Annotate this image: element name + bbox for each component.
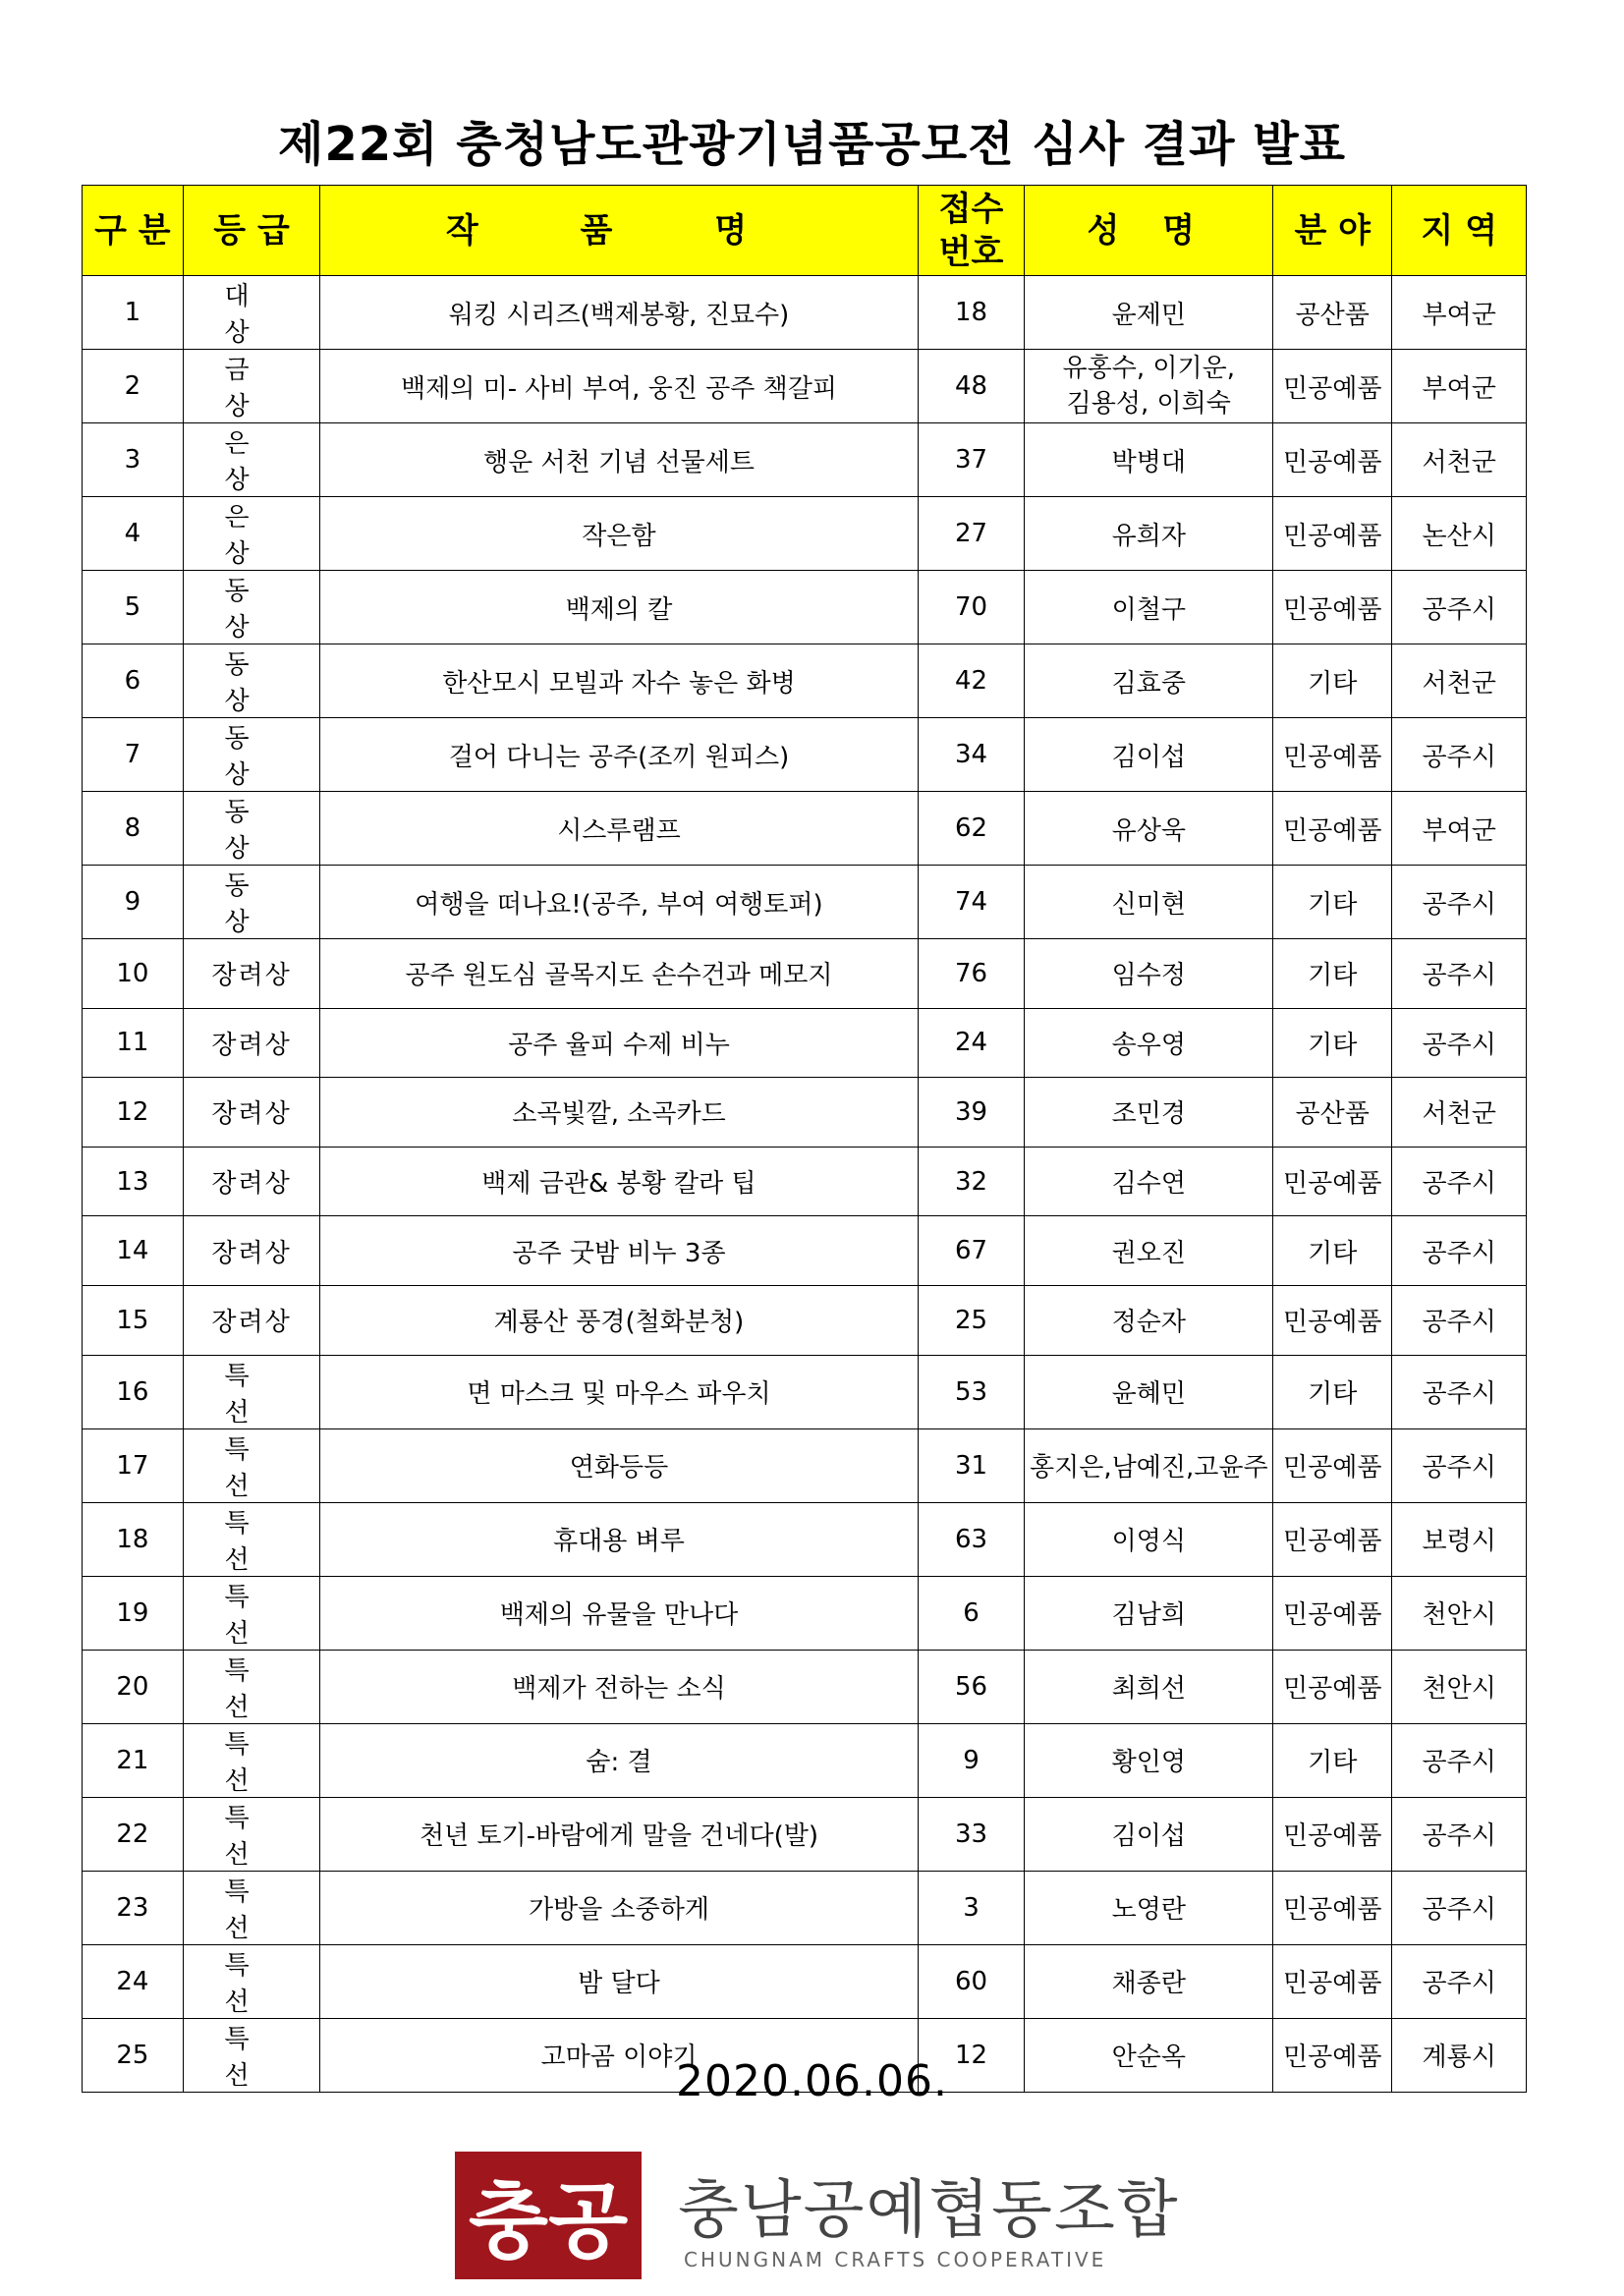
row-work-title: 작은함 [320,497,918,571]
person-name: 김용성, 이희숙 [1066,389,1231,419]
row-number: 8 [83,792,184,866]
row-work-title: 연화등등 [320,1428,918,1502]
header-receipt [918,186,1025,276]
table-row [83,1147,1527,1216]
row-field: 민공예품 [1273,1285,1392,1355]
grade-label: 장려상 [211,1099,292,1130]
row-receipt-number: 53 [918,1355,1025,1428]
grade-label: 장려상 [211,961,292,991]
logo-mark: 충공 [468,2173,629,2269]
grade-label: 장려상 [211,1169,292,1200]
organization-logo [455,2152,642,2279]
grade-label: 대 상 [224,282,279,348]
row-field: 기타 [1273,866,1392,939]
row-field: 민공예품 [1273,2018,1392,2092]
row-field: 기타 [1273,1723,1392,1797]
row-field: 민공예품 [1273,1797,1392,1871]
grade-label: 장려상 [211,1238,292,1268]
row-number: 20 [83,1650,184,1723]
row-field: 공산품 [1273,276,1392,350]
row-work-title: 소곡빛깔, 소곡카드 [320,1078,918,1148]
table-row [83,939,1527,1009]
row-receipt-number: 32 [918,1147,1025,1216]
table-row [83,1216,1527,1286]
row-grade [183,1147,320,1216]
table-row [83,1797,1527,1871]
row-field: 민공예품 [1273,571,1392,644]
row-number: 19 [83,1576,184,1650]
row-region: 공주시 [1392,1723,1527,1797]
grade-label: 특 선 [224,2024,279,2091]
table-row [83,866,1527,939]
row-grade [183,1502,320,1576]
row-work-title: 시스루램프 [320,792,918,866]
header-receipt-line2: 번호 [938,232,1004,272]
row-number: 15 [83,1285,184,1355]
table-row [83,1285,1527,1355]
row-receipt-number: 6 [918,1576,1025,1650]
row-grade [183,1576,320,1650]
row-receipt-number: 33 [918,1797,1025,1871]
row-receipt-number: 25 [918,1285,1025,1355]
table-row [83,423,1527,497]
person-name: 김이섭 [1111,1821,1186,1852]
row-region: 서천군 [1392,1078,1527,1148]
row-receipt-number: 42 [918,644,1025,718]
row-work-title: 백제의 미- 사비 부여, 웅진 공주 책갈피 [320,350,918,423]
person-name: 채종란 [1111,1969,1186,1999]
row-grade [183,350,320,423]
row-number: 25 [83,2018,184,2092]
grade-label: 특 선 [224,1876,279,1943]
table-row [83,1428,1527,1502]
row-names [1025,1285,1273,1355]
row-work-title: 공주 율피 수제 비누 [320,1008,918,1078]
table-row [83,1355,1527,1428]
row-field: 공산품 [1273,1078,1392,1148]
row-field: 민공예품 [1273,1428,1392,1502]
row-work-title: 여행을 떠나요!(공주, 부여 여행토퍼) [320,866,918,939]
row-region: 공주시 [1392,1797,1527,1871]
row-names [1025,939,1273,1009]
row-field: 기타 [1273,644,1392,718]
row-region: 부여군 [1392,350,1527,423]
row-names [1025,1008,1273,1078]
row-names [1025,1502,1273,1576]
table-row [83,350,1527,423]
header-receipt-line1: 접수 [938,189,1004,229]
row-number: 17 [83,1428,184,1502]
row-region: 공주시 [1392,1428,1527,1502]
table-row [83,1871,1527,1944]
row-field: 민공예품 [1273,1576,1392,1650]
row-field: 민공예품 [1273,1944,1392,2018]
row-receipt-number: 48 [918,350,1025,423]
row-grade [183,1723,320,1797]
table-row [83,792,1527,866]
row-field: 기타 [1273,1355,1392,1428]
grade-label: 특 선 [224,1729,279,1796]
row-work-title: 백제의 유물을 만나다 [320,1576,918,1650]
person-name: 노영란 [1111,1895,1186,1926]
grade-label: 장려상 [211,1030,292,1060]
person-name: 김남희 [1111,1600,1186,1631]
person-name: 김수연 [1111,1169,1186,1200]
row-work-title: 워킹 시리즈(백제봉황, 진묘수) [320,276,918,350]
row-field: 기타 [1273,1216,1392,1286]
row-grade [183,718,320,792]
row-work-title: 공주 원도심 골목지도 손수건과 메모지 [320,939,918,1009]
header-region: 지 역 [1392,186,1527,276]
table-row [83,1576,1527,1650]
row-work-title: 면 마스크 및 마우스 파우치 [320,1355,918,1428]
grade-label: 특 선 [224,1508,279,1575]
row-names [1025,276,1273,350]
row-grade [183,1650,320,1723]
row-work-title: 공주 굿밤 비누 3종 [320,1216,918,1286]
grade-label: 동 상 [224,577,279,643]
table-row [83,1723,1527,1797]
row-region: 부여군 [1392,276,1527,350]
row-region: 공주시 [1392,1871,1527,1944]
row-names [1025,571,1273,644]
person-name: 윤제민 [1111,300,1186,330]
row-region: 공주시 [1392,1944,1527,2018]
row-field: 민공예품 [1273,1871,1392,1944]
person-name: 홍지은,남예진,고윤주 [1029,1453,1268,1484]
row-work-title: 행운 서천 기념 선물세트 [320,423,918,497]
row-field: 민공예품 [1273,423,1392,497]
row-region: 공주시 [1392,571,1527,644]
document-title: 제22회 충청남도관광기념품공모전 심사 결과 발표 [277,117,1346,172]
row-names [1025,866,1273,939]
row-number: 22 [83,1797,184,1871]
row-field: 기타 [1273,1008,1392,1078]
row-names [1025,718,1273,792]
row-field: 민공예품 [1273,1650,1392,1723]
table-row [83,1008,1527,1078]
row-number: 23 [83,1871,184,1944]
row-grade [183,792,320,866]
table-row [83,1650,1527,1723]
row-number: 12 [83,1078,184,1148]
row-names [1025,1797,1273,1871]
row-field: 민공예품 [1273,792,1392,866]
header-name: 성 명 [1025,186,1273,276]
header-grade: 등 급 [183,186,320,276]
row-work-title: 밤 달다 [320,1944,918,2018]
grade-label: 특 선 [224,1361,279,1428]
row-grade [183,939,320,1009]
row-number: 18 [83,1502,184,1576]
row-names [1025,497,1273,571]
row-receipt-number: 70 [918,571,1025,644]
row-names [1025,1871,1273,1944]
row-work-title: 백제 금관& 봉황 칼라 팁 [320,1147,918,1216]
grade-label: 특 선 [224,1803,279,1870]
table-row [83,497,1527,571]
row-receipt-number: 76 [918,939,1025,1009]
row-grade [183,1008,320,1078]
table-row [83,718,1527,792]
row-region: 공주시 [1392,1008,1527,1078]
person-name: 임수정 [1111,961,1186,991]
row-work-title: 천년 토기-바람에게 말을 건네다(발) [320,1797,918,1871]
row-grade [183,497,320,571]
person-name: 정순자 [1111,1308,1186,1338]
grade-label: 은 상 [224,503,279,569]
row-grade [183,1871,320,1944]
person-name: 신미현 [1111,889,1186,920]
row-grade [183,1285,320,1355]
row-region: 천안시 [1392,1650,1527,1723]
row-work-title: 걸어 다니는 공주(조끼 원피스) [320,718,918,792]
row-grade [183,1355,320,1428]
row-names [1025,1576,1273,1650]
row-receipt-number: 3 [918,1871,1025,1944]
row-names [1025,644,1273,718]
row-grade [183,1428,320,1502]
row-field: 민공예품 [1273,1147,1392,1216]
row-receipt-number: 39 [918,1078,1025,1148]
row-receipt-number: 62 [918,792,1025,866]
grade-label: 은 상 [224,429,279,495]
person-name: 김이섭 [1111,742,1186,772]
row-grade [183,276,320,350]
row-number: 10 [83,939,184,1009]
row-field: 기타 [1273,939,1392,1009]
table-header-row [83,186,1527,276]
row-field: 민공예품 [1273,350,1392,423]
organization-name: 충남공예협동조합 [678,2174,1180,2247]
person-name: 김효중 [1111,668,1186,699]
grade-label: 장려상 [211,1308,292,1338]
row-number: 13 [83,1147,184,1216]
row-names [1025,1147,1273,1216]
row-number: 3 [83,423,184,497]
row-region: 공주시 [1392,1285,1527,1355]
grade-label: 특 선 [224,1434,279,1501]
grade-label: 특 선 [224,1582,279,1649]
header-field: 분 야 [1273,186,1392,276]
grade-label: 동 상 [224,798,279,864]
row-names [1025,1355,1273,1428]
row-region: 서천군 [1392,644,1527,718]
row-receipt-number: 63 [918,1502,1025,1576]
row-receipt-number: 18 [918,276,1025,350]
row-grade [183,1216,320,1286]
header-work: 작 품 명 [320,186,918,276]
row-names [1025,1216,1273,1286]
announcement-date: 2020.06.06. [676,2056,948,2106]
row-region: 공주시 [1392,718,1527,792]
person-name: 안순옥 [1111,2043,1186,2073]
row-receipt-number: 74 [918,866,1025,939]
row-number: 11 [83,1008,184,1078]
row-region: 공주시 [1392,1355,1527,1428]
row-receipt-number: 56 [918,1650,1025,1723]
table-row [83,571,1527,644]
grade-label: 금 상 [224,356,279,421]
row-grade [183,644,320,718]
row-number: 14 [83,1216,184,1286]
row-region: 공주시 [1392,939,1527,1009]
row-receipt-number: 34 [918,718,1025,792]
grade-label: 동 상 [224,871,279,937]
grade-label: 특 선 [224,1655,279,1722]
row-region: 부여군 [1392,792,1527,866]
grade-label: 동 상 [224,650,279,716]
person-name: 유홍수, 이기운, [1062,354,1236,383]
person-name: 송우영 [1111,1030,1186,1060]
header-division: 구 분 [83,186,184,276]
person-name: 박병대 [1111,447,1186,477]
row-number: 21 [83,1723,184,1797]
row-region: 계룡시 [1392,2018,1527,2092]
row-work-title: 한산모시 모빌과 자수 놓은 화병 [320,644,918,718]
results-body [83,276,1527,2093]
row-work-title: 휴대용 벼루 [320,1502,918,1576]
table-row [83,1502,1527,1576]
row-region: 공주시 [1392,866,1527,939]
row-number: 24 [83,1944,184,2018]
table-row [83,1078,1527,1148]
row-names [1025,1078,1273,1148]
row-region: 보령시 [1392,1502,1527,1576]
row-region: 천안시 [1392,1576,1527,1650]
person-name: 최희선 [1111,1674,1186,1705]
row-work-title: 가방을 소중하게 [320,1871,918,1944]
row-receipt-number: 27 [918,497,1025,571]
row-receipt-number: 60 [918,1944,1025,2018]
row-region: 논산시 [1392,497,1527,571]
row-names [1025,423,1273,497]
row-names [1025,1428,1273,1502]
row-grade [183,1797,320,1871]
person-name: 유희자 [1111,521,1186,551]
row-receipt-number: 67 [918,1216,1025,1286]
row-number: 1 [83,276,184,350]
row-field: 민공예품 [1273,497,1392,571]
row-region: 공주시 [1392,1216,1527,1286]
row-number: 4 [83,497,184,571]
row-grade [183,1944,320,2018]
row-region: 서천군 [1392,423,1527,497]
row-grade [183,571,320,644]
row-number: 6 [83,644,184,718]
person-name: 황인영 [1111,1748,1186,1778]
row-field: 민공예품 [1273,1502,1392,1576]
row-grade [183,423,320,497]
row-grade [183,866,320,939]
row-names [1025,1723,1273,1797]
row-region: 공주시 [1392,1147,1527,1216]
row-receipt-number: 12 [918,2018,1025,2092]
row-number: 7 [83,718,184,792]
row-number: 16 [83,1355,184,1428]
row-work-title: 숨: 결 [320,1723,918,1797]
row-work-title: 백제의 칼 [320,571,918,644]
person-name: 조민경 [1111,1099,1186,1130]
row-number: 9 [83,866,184,939]
person-name: 윤혜민 [1111,1379,1186,1410]
results-table [82,185,1527,2093]
person-name: 이영식 [1111,1527,1186,1557]
grade-label: 동 상 [224,724,279,790]
row-number: 5 [83,571,184,644]
person-name: 권오진 [1111,1238,1186,1268]
table-row [83,276,1527,350]
row-names [1025,1650,1273,1723]
row-work-title: 계룡산 풍경(철화분청) [320,1285,918,1355]
row-field: 민공예품 [1273,718,1392,792]
grade-label: 특 선 [224,1950,279,2017]
row-names [1025,1944,1273,2018]
row-names [1025,350,1273,423]
person-name: 이철구 [1111,594,1186,625]
row-number: 2 [83,350,184,423]
table-row [83,644,1527,718]
row-receipt-number: 9 [918,1723,1025,1797]
table-row [83,1944,1527,2018]
row-receipt-number: 37 [918,423,1025,497]
row-receipt-number: 31 [918,1428,1025,1502]
row-work-title: 고마곰 이야기 [320,2018,918,2092]
row-receipt-number: 24 [918,1008,1025,1078]
organization-name-english: CHUNGNAM CRAFTS COOPERATIVE [684,2248,1107,2271]
row-names [1025,792,1273,866]
row-work-title: 백제가 전하는 소식 [320,1650,918,1723]
row-grade [183,1078,320,1148]
person-name: 유상욱 [1111,815,1186,846]
